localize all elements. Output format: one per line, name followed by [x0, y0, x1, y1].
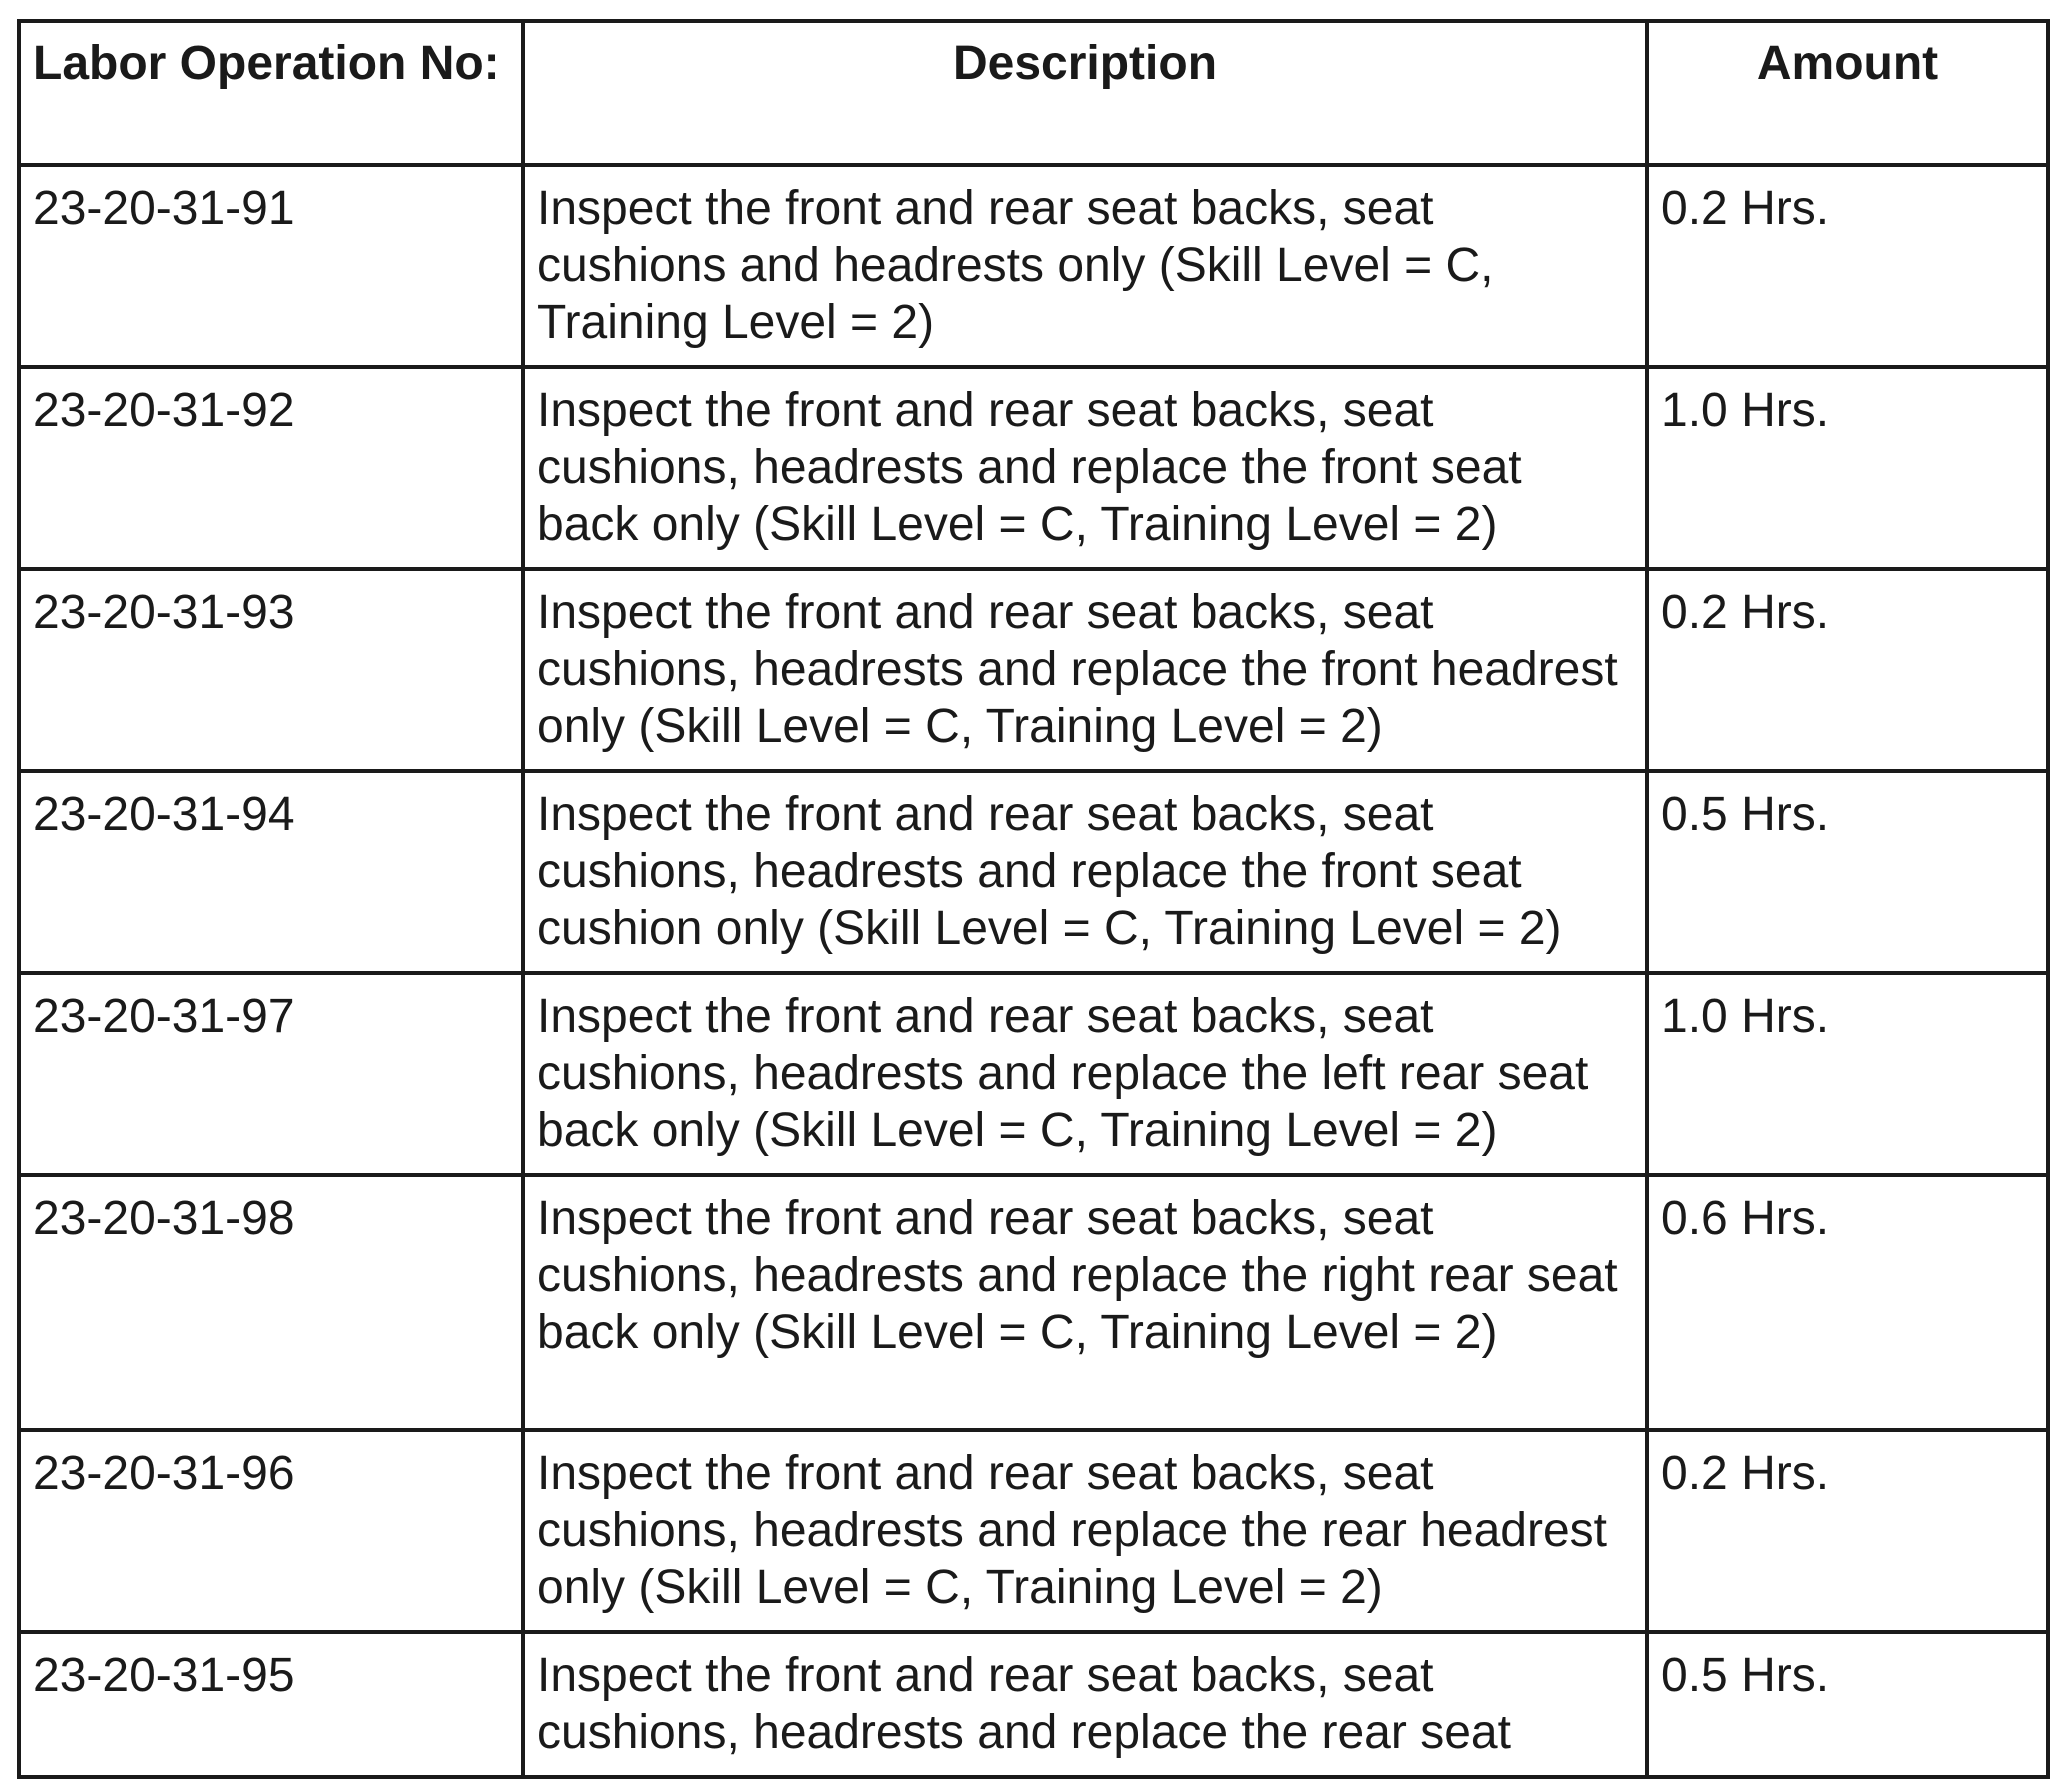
- labor-operation-no: 23-20-31-91: [19, 165, 523, 367]
- amount: 0.2 Hrs.: [1647, 1430, 2048, 1632]
- labor-operation-no: 23-20-31-93: [19, 569, 523, 771]
- header-amount: Amount: [1647, 21, 2048, 165]
- labor-operation-no: 23-20-31-95: [19, 1632, 523, 1777]
- description: Inspect the front and rear seat backs, seat cushions, headrests and replace the rear seat: [523, 1632, 1647, 1777]
- description: Inspect the front and rear seat backs, seat cushions, headrests and replace the front seat cushion only (Skill Level = C, Training Level = 2): [523, 771, 1647, 973]
- amount: 0.5 Hrs.: [1647, 1632, 2048, 1777]
- description: Inspect the front and rear seat backs, seat cushions, headrests and replace the rear headrest only (Skill Level = C, Training Level = 2): [523, 1430, 1647, 1632]
- table-header-row: [19, 21, 2048, 165]
- description: Inspect the front and rear seat backs, seat cushions, headrests and replace the right rear seat back only (Skill Level = C, Training Level = 2): [523, 1175, 1647, 1430]
- amount: 0.6 Hrs.: [1647, 1175, 2048, 1430]
- table-row: [19, 165, 2048, 367]
- description: Inspect the front and rear seat backs, seat cushions and headrests only (Skill Level = C, Training Level = 2): [523, 165, 1647, 367]
- labor-operation-no: 23-20-31-94: [19, 771, 523, 973]
- labor-operation-no: 23-20-31-92: [19, 367, 523, 569]
- header-description: Description: [523, 21, 1647, 165]
- header-labor-operation-no: Labor Operation No:: [19, 21, 523, 165]
- table-row: [19, 367, 2048, 569]
- amount: 0.5 Hrs.: [1647, 771, 2048, 973]
- table-row: [19, 569, 2048, 771]
- description: Inspect the front and rear seat backs, seat cushions, headrests and replace the front seat back only (Skill Level = C, Training Level = 2): [523, 367, 1647, 569]
- labor-operations-table: [17, 19, 2050, 1779]
- labor-operation-no: 23-20-31-96: [19, 1430, 523, 1632]
- description: Inspect the front and rear seat backs, seat cushions, headrests and replace the left rear seat back only (Skill Level = C, Training Level = 2): [523, 973, 1647, 1175]
- amount: 0.2 Hrs.: [1647, 569, 2048, 771]
- table-row: [19, 1632, 2048, 1777]
- amount: 1.0 Hrs.: [1647, 367, 2048, 569]
- amount: 0.2 Hrs.: [1647, 165, 2048, 367]
- amount: 1.0 Hrs.: [1647, 973, 2048, 1175]
- table-row: [19, 1175, 2048, 1430]
- description: Inspect the front and rear seat backs, seat cushions, headrests and replace the front headrest only (Skill Level = C, Training Level = 2): [523, 569, 1647, 771]
- labor-operation-no: 23-20-31-98: [19, 1175, 523, 1430]
- table-row: [19, 1430, 2048, 1632]
- table-row: [19, 973, 2048, 1175]
- labor-operation-no: 23-20-31-97: [19, 973, 523, 1175]
- table-row: [19, 771, 2048, 973]
